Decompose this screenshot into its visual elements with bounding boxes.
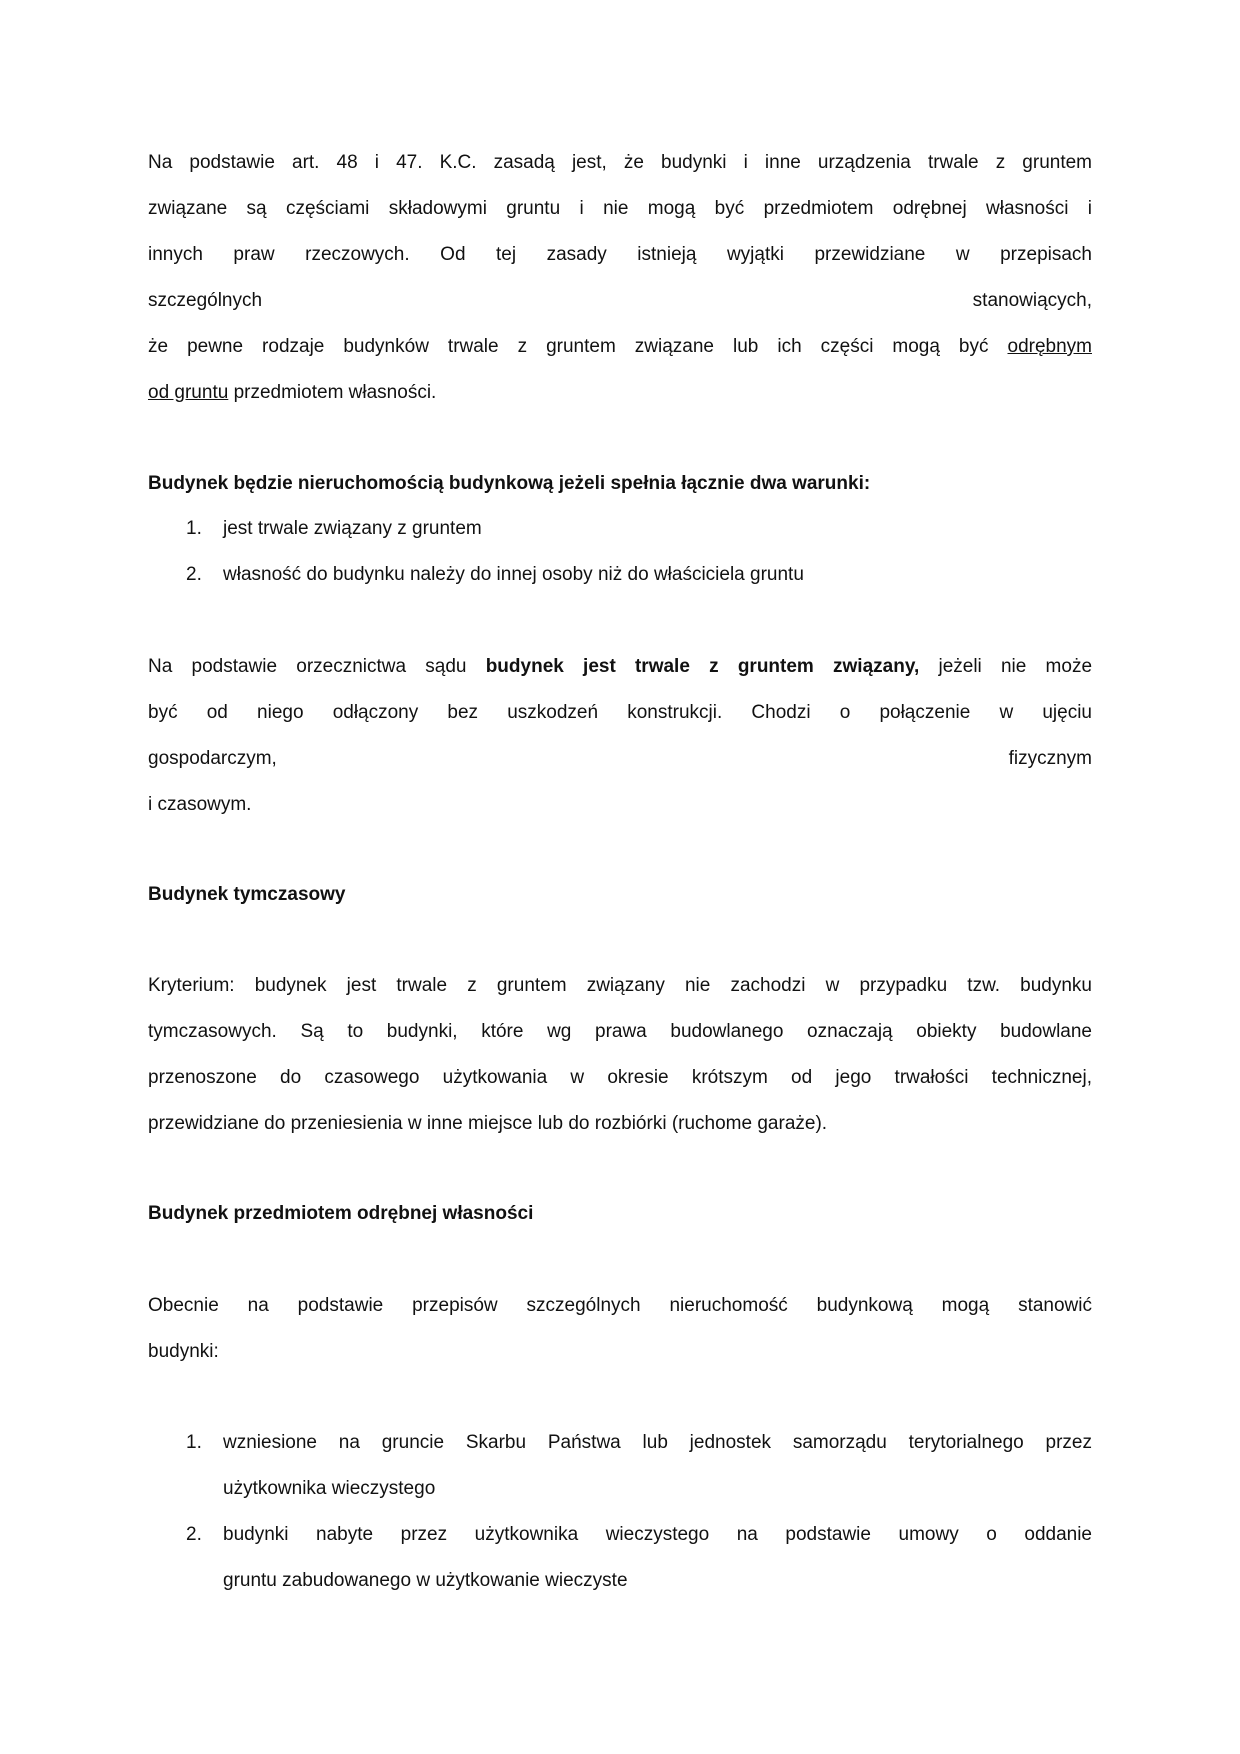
text-line <box>148 1055 1092 1101</box>
list-item-text <box>223 552 1092 598</box>
text-segment: jeżeli nie może <box>919 656 1093 677</box>
bold-text: budynek jest trwale z gruntem związany, <box>485 656 920 677</box>
text-segment: Na podstawie art. 48 i 47. K.C. zasadą jest, że budynki i inne urządzenia trwale z gruntem <box>148 152 1092 173</box>
text-line <box>223 1420 1092 1466</box>
heading-text: Budynek będzie nieruchomością budynkową jeżeli spełnia łącznie dwa warunki: <box>148 473 871 494</box>
list-number: 1. <box>186 518 202 539</box>
text-segment: innych praw rzeczowych. Od tej zasady istnieją wyjątki przewidziane w przepisach <box>148 244 1092 265</box>
list-buildings <box>148 1420 1092 1604</box>
text-segment: Obecnie na podstawie przepisów szczególnych nieruchomość budynkową mogą stanowić <box>148 1295 1092 1316</box>
text-segment: że pewne rodzaje budynków trwale z gruntem związane lub ich części mogą być <box>148 336 1008 357</box>
text-segment: gruntu zabudowanego w użytkowanie wieczyste <box>223 1570 628 1591</box>
list-number: 2. <box>186 564 202 585</box>
text-line <box>148 644 1092 690</box>
underlined-text: odrębnym <box>1007 336 1092 357</box>
text-line <box>148 232 1092 278</box>
text-line <box>148 278 1092 324</box>
list-item-text <box>223 1512 1092 1604</box>
text-line <box>148 1009 1092 1055</box>
text-segment: budynki nabyte przez użytkownika wieczystego na podstawie umowy o oddanie <box>223 1524 1092 1545</box>
text-line <box>148 324 1092 370</box>
list-item-text <box>223 1420 1092 1512</box>
text-segment: gospodarczym, fizycznym <box>148 748 1092 769</box>
text-segment: związane są częściami składowymi gruntu i nie mogą być przedmiotem odrębnej własności i <box>148 198 1092 219</box>
text-line <box>148 736 1092 782</box>
text-segment: przewidziane do przeniesienia w inne miejsce lub do rozbiórki (ruchome garaże). <box>148 1113 828 1134</box>
text-segment: własność do budynku należy do innej osoby niż do właściciela gruntu <box>223 564 804 585</box>
paragraph-1 <box>148 140 1092 416</box>
list-conditions <box>148 506 1092 598</box>
text-segment: i czasowym. <box>148 794 252 815</box>
paragraph-2 <box>148 644 1092 828</box>
heading-text: Budynek przedmiotem odrębnej własności <box>148 1203 534 1224</box>
text-line <box>148 782 1092 828</box>
text-line <box>223 1512 1092 1558</box>
heading-temporary-building <box>148 872 1092 918</box>
heading-separate-ownership <box>148 1191 1092 1237</box>
text-line <box>148 1329 1092 1375</box>
list-number: 1. <box>186 1432 202 1453</box>
paragraph-4 <box>148 1283 1092 1375</box>
underlined-text: od gruntu <box>148 382 229 403</box>
paragraph-3 <box>148 963 1092 1147</box>
text-segment: przedmiotem własności. <box>228 382 437 403</box>
heading-building-property <box>148 461 1092 507</box>
list-item <box>148 506 1092 552</box>
text-segment: Na podstawie orzecznictwa sądu <box>148 656 486 677</box>
list-number: 2. <box>186 1524 202 1545</box>
text-line <box>148 1283 1092 1329</box>
text-segment: być od niego odłączony bez uszkodzeń konstrukcji. Chodzi o połączenie w ujęciu <box>148 702 1092 723</box>
text-line <box>223 1466 1092 1512</box>
text-line <box>148 140 1092 186</box>
list-item <box>148 552 1092 598</box>
text-line <box>148 186 1092 232</box>
text-segment: jest trwale związany z gruntem <box>223 518 482 539</box>
text-line <box>223 506 1092 552</box>
text-line <box>148 963 1092 1009</box>
text-segment: tymczasowych. Są to budynki, które wg prawa budowlanego oznaczają obiekty budowlane <box>148 1021 1092 1042</box>
list-item-text <box>223 506 1092 552</box>
text-segment: wzniesione na gruncie Skarbu Państwa lub jednostek samorządu terytorialnego przez <box>223 1432 1092 1453</box>
text-line <box>148 690 1092 736</box>
text-line <box>223 1558 1092 1604</box>
list-item <box>148 1512 1092 1604</box>
text-segment: budynki: <box>148 1341 219 1362</box>
heading-text: Budynek tymczasowy <box>148 884 346 905</box>
text-segment: użytkownika wieczystego <box>223 1478 436 1499</box>
text-line <box>223 552 1092 598</box>
text-line <box>148 370 1092 416</box>
text-segment: szczególnych stanowiących, <box>148 290 1092 311</box>
list-item <box>148 1420 1092 1512</box>
text-segment: przenoszone do czasowego użytkowania w okresie krótszym od jego trwałości technicznej, <box>148 1067 1092 1088</box>
text-line <box>148 1101 1092 1147</box>
text-segment: Kryterium: budynek jest trwale z gruntem związany nie zachodzi w przypadku tzw. budynku <box>148 975 1092 996</box>
